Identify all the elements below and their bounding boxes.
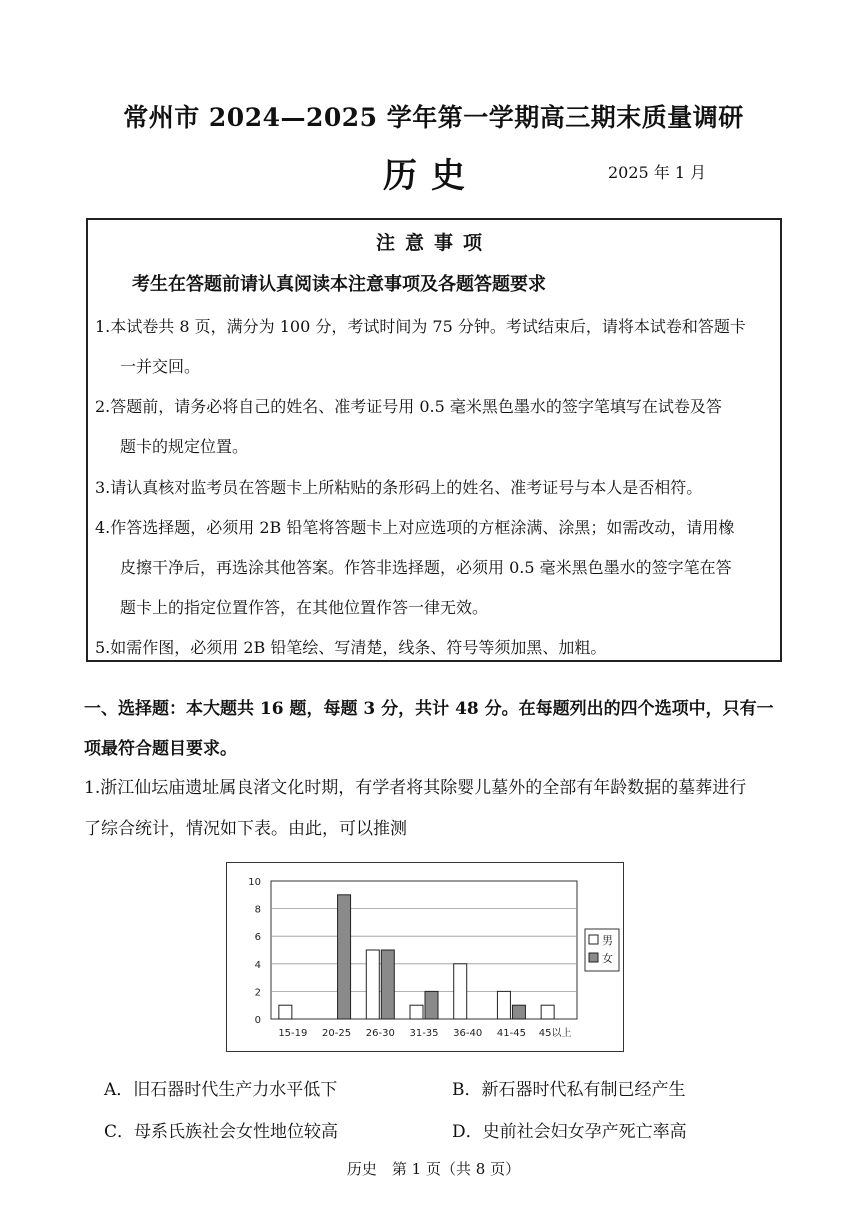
x-tick-label: 26-30 — [365, 1028, 395, 1039]
x-tick-label: 36-40 — [453, 1028, 483, 1039]
bar-female — [425, 991, 438, 1019]
x-tick-label: 31-35 — [409, 1028, 439, 1039]
exam-title: 常州市 2024—2025 学年第一学期高三期末质量调研 — [123, 103, 744, 132]
notice-line: 皮擦干净后，再选涂其他答案。作答非选择题，必须用 0.5 毫米黑色墨水的签字笔在答 — [120, 558, 732, 577]
option-c[interactable]: C．母系氏族社会女性地位较高 — [104, 1122, 339, 1142]
x-tick-label: 41-45 — [496, 1028, 526, 1039]
y-tick-label: 8 — [254, 904, 261, 916]
bar-male — [410, 1005, 423, 1019]
y-tick-label: 10 — [248, 877, 261, 888]
page-footer: 历史 第 1 页（共 8 页） — [346, 1160, 521, 1178]
option-d[interactable]: D．史前社会妇女孕产死亡率高 — [452, 1122, 687, 1142]
bar-male — [454, 964, 467, 1019]
x-tick-label: 15-19 — [278, 1028, 308, 1039]
y-tick-label: 2 — [254, 987, 261, 999]
section-heading: 一、选择题：本大题共 16 题，每题 3 分，共计 48 分。在每题列出的四个选项中，只有一 — [84, 699, 774, 719]
bar-female — [338, 895, 351, 1019]
subject-title: 历史 — [383, 156, 479, 196]
y-tick-label: 6 — [254, 932, 261, 944]
notice-line: 3.请认真核对监考员在答题卡上所粘贴的条形码上的姓名、准考证号与本人是否相符。 — [95, 478, 703, 497]
notice-line: 题卡的规定位置。 — [120, 437, 249, 456]
notice-line: 2.答题前，请务必将自己的姓名、准考证号用 0.5 毫米黑色墨水的签字笔填写在试卷及答 — [95, 397, 722, 416]
section-heading-cont: 项最符合题目要求。 — [84, 739, 237, 759]
legend-label: 女 — [602, 952, 613, 965]
x-tick-label: 45以上 — [538, 1028, 572, 1039]
age-bar-chart — [227, 863, 623, 1051]
bar-male — [497, 991, 510, 1019]
notice-line: 一并交回。 — [120, 357, 201, 376]
notice-box — [86, 218, 782, 662]
y-tick-label: 0 — [254, 1015, 261, 1026]
option-a[interactable]: A．旧石器时代生产力水平低下 — [104, 1080, 338, 1100]
plot-area — [271, 881, 577, 1019]
legend-swatch — [589, 935, 598, 944]
x-tick-label: 20-25 — [322, 1028, 352, 1039]
bar-female — [381, 950, 394, 1019]
bar-male — [279, 1005, 292, 1019]
notice-heading: 注意事项 — [375, 232, 492, 254]
notice-line: 4.作答选择题，必须用 2B 铅笔将答题卡上对应选项的方框涂满、涂黑；如需改动，请用橡 — [95, 518, 735, 537]
bar-female — [512, 1005, 525, 1019]
option-b[interactable]: B．新石器时代私有制已经产生 — [452, 1080, 686, 1100]
notice-line: 1.本试卷共 8 页，满分为 100 分，考试时间为 75 分钟。考试结束后，请将本试卷和答题卡 — [95, 317, 746, 336]
notice-line: 5.如需作图，必须用 2B 铅笔绘、写清楚，线条、符号等须加黑、加粗。 — [95, 638, 607, 657]
bar-male — [541, 1005, 554, 1019]
legend-swatch — [589, 953, 598, 962]
y-tick-label: 4 — [254, 959, 261, 971]
question-text-cont: 了综合统计，情况如下表。由此，可以推测 — [84, 819, 407, 839]
bar-male — [366, 950, 379, 1019]
exam-date: 2025 年 1 月 — [608, 163, 707, 182]
notice-subheading: 考生在答题前请认真阅读本注意事项及各题答题要求 — [132, 274, 546, 295]
notice-line: 题卡上的指定位置作答，在其他位置作答一律无效。 — [120, 598, 489, 617]
question-text: 1.浙江仙坛庙遗址属良渚文化时期，有学者将其除婴儿墓外的全部有年龄数据的墓葬进行 — [84, 778, 747, 798]
legend-label: 男 — [602, 934, 613, 947]
chart-frame — [226, 862, 624, 1052]
